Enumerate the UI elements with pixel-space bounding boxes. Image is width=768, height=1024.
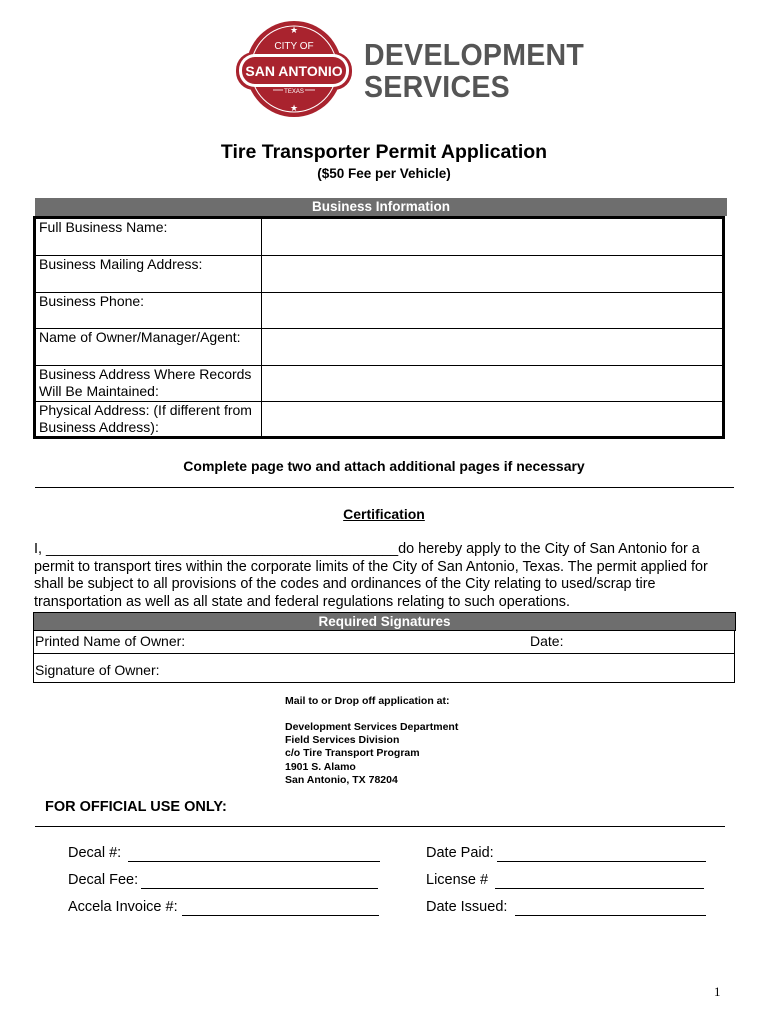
physical-address-field[interactable] <box>262 402 724 438</box>
mail-to-heading: Mail to or Drop off application at: <box>285 695 450 707</box>
table-row <box>35 218 724 256</box>
business-mailing-address-label: Business Mailing Address: <box>35 256 262 293</box>
page-number: 1 <box>714 984 721 999</box>
signature-date-label: Date: <box>530 633 564 649</box>
required-signatures-heading: Required Signatures <box>33 612 736 631</box>
table-row <box>35 256 724 293</box>
business-phone-field[interactable] <box>262 293 724 329</box>
address-line: San Antonio, TX 78204 <box>285 773 398 786</box>
business-mailing-address-field[interactable] <box>262 256 724 293</box>
address-line: c/o Tire Transport Program <box>285 747 420 760</box>
certification-prefix: I, <box>34 541 42 557</box>
records-address-field[interactable] <box>262 366 724 402</box>
mailing-address-block <box>285 721 458 787</box>
official-use-heading: FOR OFFICIAL USE ONLY: <box>45 799 227 815</box>
brand-line-2: SERVICES <box>364 69 510 104</box>
full-business-name-field[interactable] <box>262 218 724 256</box>
svg-text:SAN ANTONIO: SAN ANTONIO <box>245 63 343 79</box>
decal-fee-field[interactable] <box>141 888 378 889</box>
date-issued-field[interactable] <box>515 915 706 916</box>
date-paid-field[interactable] <box>497 861 706 862</box>
date-issued-label: Date Issued: <box>426 899 508 915</box>
decal-number-label: Decal #: <box>68 845 122 861</box>
decal-number-field[interactable] <box>128 861 380 862</box>
address-line: Development Services Department <box>285 721 459 733</box>
owner-manager-agent-field[interactable] <box>262 329 724 366</box>
decal-fee-label: Decal Fee: <box>68 872 139 888</box>
brand-line-1: DEVELOPMENT <box>364 37 585 72</box>
page-title: Tire Transporter Permit Application <box>220 141 548 163</box>
certification-heading: Certification <box>343 506 425 522</box>
svg-text:★: ★ <box>289 104 299 114</box>
full-business-name-label: Full Business Name: <box>35 218 262 256</box>
license-number-label: License # <box>426 872 489 888</box>
address-line: Field Services Division <box>285 734 400 747</box>
certification-text <box>34 541 734 611</box>
table-row <box>35 329 724 366</box>
address-line: 1901 S. Alamo <box>285 760 356 773</box>
signature-of-owner-label: Signature of Owner: <box>35 662 160 678</box>
page-subtitle: ($50 Fee per Vehicle) <box>317 166 451 181</box>
owner-manager-agent-label: Name of Owner/Manager/Agent: <box>35 329 262 366</box>
business-info-table <box>33 216 725 439</box>
certification-body: do hereby apply to the City of San Antonio for a permit to transport tires within the corporate limits of the City of San Antonio, Texas. The permit applied for shall be subject to all provisions of the codes and ordinances of the City relating to used/scrap tire transportation as well as all state and federal regulations relating to such operations. <box>34 541 708 610</box>
license-number-field[interactable] <box>495 888 704 889</box>
divider <box>35 826 725 827</box>
divider <box>35 487 734 488</box>
business-phone-label: Business Phone: <box>35 293 262 329</box>
printed-name-label: Printed Name of Owner: <box>35 633 186 649</box>
svg-text:★: ★ <box>289 26 299 36</box>
table-row <box>35 402 724 438</box>
applicant-name-blank[interactable]: ____________________________________________ <box>46 541 399 557</box>
table-row <box>35 366 724 402</box>
business-info-heading: Business Information <box>35 198 727 216</box>
table-row <box>35 293 724 329</box>
complete-page-two-note: Complete page two and attach additional pages if necessary <box>183 458 585 474</box>
svg-text:CITY OF: CITY OF <box>274 41 314 52</box>
divider <box>33 653 735 654</box>
physical-address-label: Physical Address: (If different from Business Address): <box>35 402 262 438</box>
svg-text:TEXAS: TEXAS <box>284 89 304 95</box>
accela-invoice-label: Accela Invoice #: <box>68 899 178 915</box>
date-paid-label: Date Paid: <box>426 845 494 861</box>
city-seal-logo <box>233 15 355 123</box>
accela-invoice-field[interactable] <box>182 915 379 916</box>
records-address-label: Business Address Where Records Will Be Maintained: <box>35 366 262 402</box>
